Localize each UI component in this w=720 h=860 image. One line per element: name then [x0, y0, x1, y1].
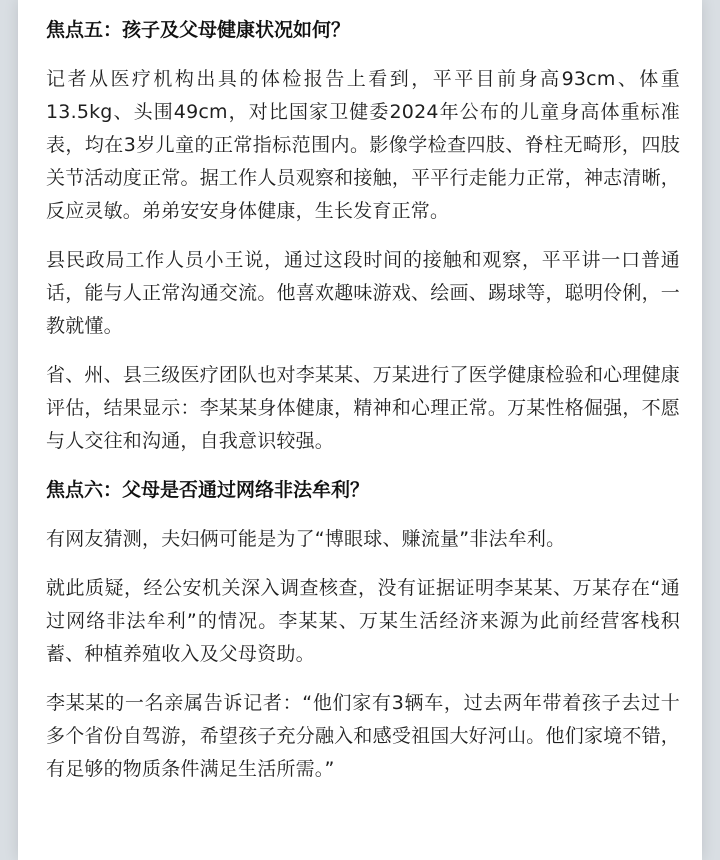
paragraph-health-checkup: 记者从医疗机构出具的体检报告上看到，平平目前身高93cm、体重13.5kg、头围49cm，对比国家卫健委2024年公布的儿童身高体重标准表，均在3岁儿童的正常指标范围内。影像学检查四肢、脊柱无畸形，四肢关节活动度正常。据工作人员观察和接触，平平行走能力正常，神志清晰，反应灵敏。弟弟安安身体健康，生长发育正常。	[46, 68, 680, 222]
article-content	[18, 0, 702, 786]
section-heading-focus-5: 焦点五：孩子及父母健康状况如何？	[46, 19, 351, 41]
paragraph-police-investigation: 就此质疑，经公安机关深入调查核查，没有证据证明李某某、万某存在“通过网络非法牟利”的情况。李某某、万某生活经济来源为此前经营客栈积蓄、种植养殖收入及父母资助。	[46, 577, 680, 665]
paragraph-relative-quote: 李某某的一名亲属告诉记者：“他们家有3辆车，过去两年带着孩子去过十多个省份自驾游，希望孩子充分融入和感受祖国大好河山。他们家境不错，有足够的物质条件满足生活所需。”	[46, 692, 680, 780]
paragraph-netizen-speculation: 有网友猜测，夫妇俩可能是为了“博眼球、赚流量”非法牟利。	[46, 528, 566, 550]
paragraph-medical-team-evaluation: 省、州、县三级医疗团队也对李某某、万某进行了医学健康检验和心理健康评估，结果显示：李某某身体健康，精神和心理正常。万某性格倔强，不愿与人交往和沟通，自我意识较强。	[46, 364, 680, 452]
paragraph-civil-affairs-staff: 县民政局工作人员小王说，通过这段时间的接触和观察，平平讲一口普通话，能与人正常沟通交流。他喜欢趣味游戏、绘画、踢球等，聪明伶俐，一教就懂。	[46, 249, 680, 337]
section-heading-focus-6: 焦点六：父母是否通过网络非法牟利？	[46, 479, 370, 501]
article-page	[18, 0, 702, 860]
